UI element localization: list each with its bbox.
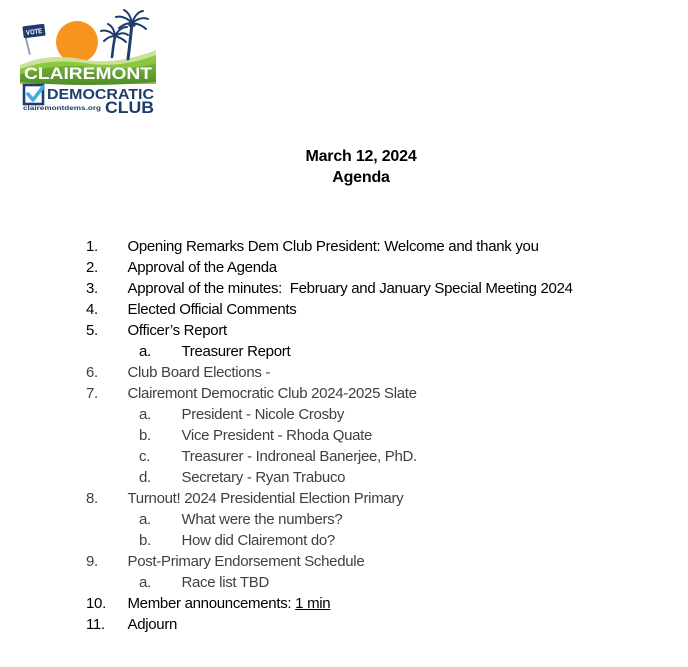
agenda-item-5a [86,320,573,360]
agenda-subitem-marker: b. [139,532,151,549]
vote-flag-label: VOTE [25,27,46,37]
agenda-item-7 [86,362,573,402]
agenda-item-text: Elected Official Comments [127,301,297,318]
agenda-item-text: Approval of the minutes: February and January Special Meeting 2024 [127,280,573,297]
agenda-subitem-marker: b. [139,427,151,444]
agenda-item-marker: 3. [86,280,98,297]
agenda-item-11 [86,593,573,633]
vote-flag-icon [22,24,47,55]
agenda-item-marker: 9. [86,553,98,570]
agenda-list [86,215,573,633]
agenda-item-8b [86,509,573,549]
agenda-item-text: Post-Primary Endorsement Schedule [127,553,365,570]
club-website: clairemontdems.org [23,105,102,112]
agenda-item-7b [86,404,573,444]
agenda-item-7c [86,425,573,465]
agenda-item-6 [86,341,573,381]
agenda-subitem-text: Treasurer Report [181,343,291,360]
agenda-item-text: Clairemont Democratic Club 2024-2025 Slate [127,385,417,402]
agenda-subitem-marker: c. [139,448,151,465]
agenda-item-10 [86,572,573,612]
document-header [0,146,688,188]
agenda-item-marker: 7. [86,385,98,402]
agenda-item-text: Club Board Elections - [127,364,271,381]
agenda-subitem-text: Secretary - Ryan Trabuco [181,469,346,486]
agenda-subitem-text: Treasurer - Indroneal Banerjee, PhD. [181,448,417,465]
agenda-item-marker: 5. [86,322,98,339]
agenda-item-9 [86,530,573,570]
agenda-item-text: Turnout! 2024 Presidential Election Primary [127,490,404,507]
club-name-democratic: DEMOCRATIC [47,87,155,103]
agenda-subitem-text: Race list TBD [181,574,269,591]
agenda-subitem-text: Vice President - Rhoda Quate [181,427,373,444]
agenda-item-text: Approval of the Agenda [127,259,277,276]
checkbox-icon [24,85,43,104]
club-name-club: CLUB [105,99,155,114]
agenda-item-marker: 1. [86,238,98,255]
agenda-subitem-text: President - Nicole Crosby [181,406,345,423]
agenda-subitem-marker: a. [139,574,151,591]
sun-icon [56,21,98,63]
agenda-item-marker: 6. [86,364,98,381]
club-logo-graphic [20,8,156,114]
agenda-item-5 [86,299,573,339]
club-name-clairemont: CLAIREMONT [24,64,153,83]
agenda-item-marker: 4. [86,301,98,318]
agenda-item-7d [86,446,573,486]
club-logo [20,8,156,114]
meeting-date: March 12, 2024 [305,148,417,165]
one-min-underlined-text: 1 min [295,595,331,612]
agenda-item-8 [86,467,573,507]
agenda-item-8a [86,488,573,528]
agenda-subitem-marker: d. [139,469,151,486]
page-title: Agenda [332,169,390,186]
agenda-item-text: Officer’s Report [127,322,227,339]
agenda-subitem-marker: a. [139,406,151,423]
agenda-item-4 [86,278,573,318]
agenda-subitem-marker: a. [139,511,151,528]
agenda-item-marker: 11. [86,616,105,633]
agenda-subitem-text: How did Clairemont do? [181,532,335,549]
agenda-item-text: Adjourn [127,616,178,633]
agenda-subitem-marker: a. [139,343,151,360]
agenda-item-marker: 2. [86,259,98,276]
agenda-item-text-prefix: Member announcements: [127,595,296,612]
agenda-item-text: Opening Remarks Dem Club President: Welcome and thank you [127,238,539,255]
agenda-item-1 [86,215,573,255]
agenda-subitem-text: What were the numbers? [181,511,343,528]
agenda-item-marker: 10. [86,595,106,612]
agenda-item-2 [86,236,573,276]
agenda-item-9a [86,551,573,591]
agenda-item-7a [86,383,573,423]
agenda-item-marker: 8. [86,490,98,507]
agenda-item-3 [86,257,573,297]
palm-trees-icon [101,10,148,59]
